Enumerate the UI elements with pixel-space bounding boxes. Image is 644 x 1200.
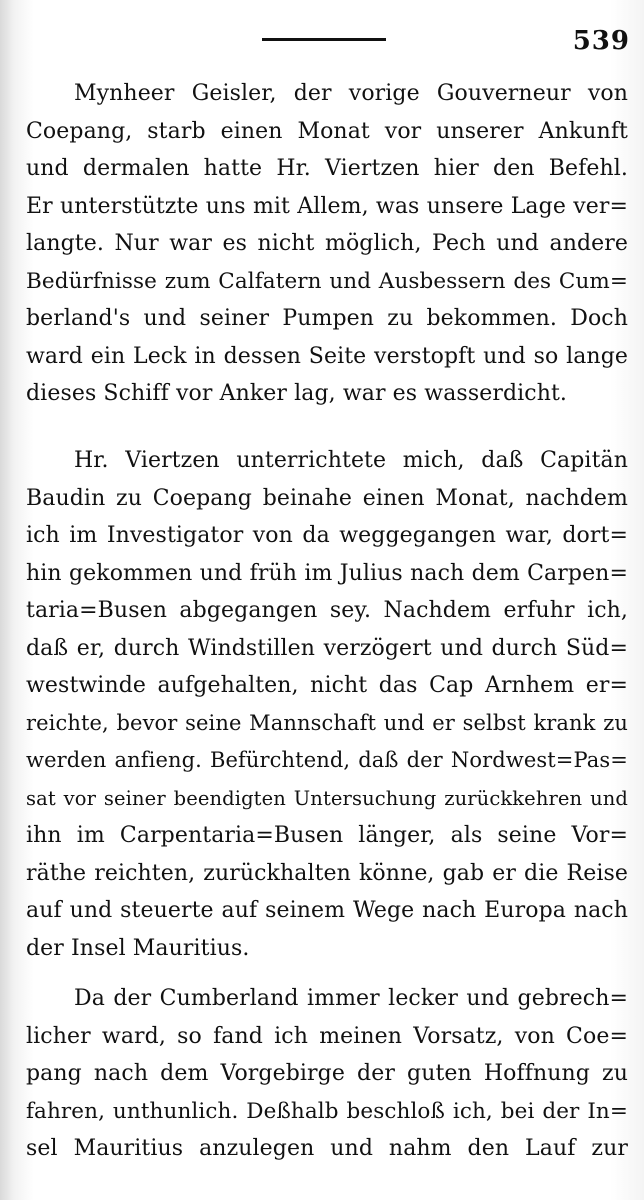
text-line: westwinde aufgehalten, nicht das Cap Arnhem er= bbox=[26, 673, 628, 698]
text-line: hin gekommen und früh im Julius nach dem Carpen= bbox=[26, 560, 628, 586]
text-line: Baudin zu Coepang beinahe einen Monat, nachdem bbox=[26, 485, 628, 511]
text-line: berland's und seiner Pumpen zu bekommen. Doch bbox=[26, 306, 628, 331]
text-line: räthe reichten, zurückhalten könne, gab er die Reise bbox=[26, 860, 628, 886]
text-line: Bedürfnisse zum Calfatern und Ausbessern des Cum= bbox=[26, 268, 628, 294]
text-line: sat vor seiner beendigten Untersuchung zurückkehren und bbox=[26, 786, 628, 810]
paragraph-2 bbox=[26, 442, 628, 967]
text-line: ihn im Carpentaria=Busen länger, als seine Vor= bbox=[26, 823, 628, 848]
text-line: Mynheer Geisler, der vorige Gouverneur von bbox=[74, 81, 628, 106]
text-line: Hr. Viertzen unterrichtete mich, daß Capitän bbox=[74, 448, 628, 473]
text-line: langte. Nur war es nicht möglich, Pech und andere bbox=[26, 231, 628, 256]
text-line: werden anfieng. Befürchtend, daß der Nordwest=Pas= bbox=[26, 748, 628, 772]
text-line: Er unterstützte uns mit Allem, was unsere Lage ver= bbox=[26, 193, 628, 219]
text-line: auf und steuerte auf seinem Wege nach Europa nach bbox=[26, 898, 628, 923]
text-line: dieses Schiff vor Anker lag, war es wasserdicht. bbox=[26, 381, 567, 406]
paragraph-1 bbox=[26, 75, 628, 413]
text-line: der Insel Mauritius. bbox=[26, 935, 250, 961]
text-line: fahren, unthunlich. Deßhalb beschloß ich, bei der In= bbox=[26, 1098, 628, 1124]
text-line: licher ward, so fand ich meinen Vorsatz, von Coe= bbox=[26, 1023, 628, 1049]
text-line: Da der Cumberland immer lecker und gebrech= bbox=[74, 986, 628, 1011]
header-rule bbox=[262, 38, 386, 41]
text-line: pang nach dem Vorgebirge der guten Hoffnung zu bbox=[26, 1061, 628, 1086]
paragraph-3 bbox=[26, 980, 628, 1168]
text-line: ward ein Leck in dessen Seite verstopft und so lange bbox=[26, 343, 628, 369]
text-line: daß er, durch Windstillen verzögert und durch Süd= bbox=[26, 635, 628, 661]
text-line: taria=Busen abgegangen sey. Nachdem erfuhr ich, bbox=[26, 598, 628, 623]
text-line: und dermalen hatte Hr. Viertzen hier den Befehl. bbox=[26, 156, 628, 181]
text-line: ich im Investigator von da weggegangen war, dort= bbox=[26, 523, 628, 548]
page-number: 539 bbox=[572, 26, 630, 56]
text-line: Coepang, starb einen Monat vor unserer Ankunft bbox=[26, 118, 628, 144]
text-line: reichte, bevor seine Mannschaft und er selbst krank zu bbox=[26, 710, 628, 735]
text-line: sel Mauritius anzulegen und nahm den Lauf zur bbox=[26, 1136, 628, 1161]
